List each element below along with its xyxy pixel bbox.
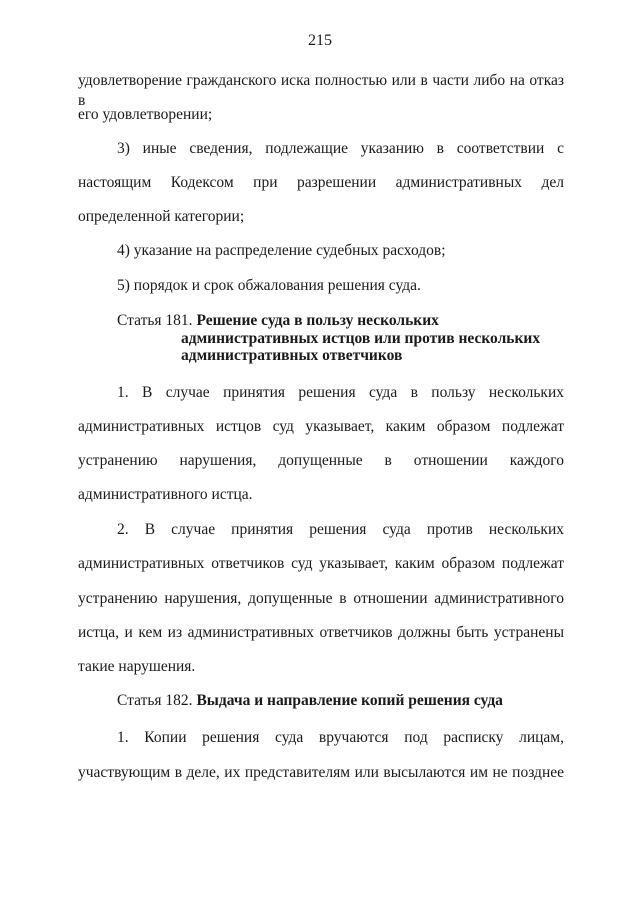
page-number: 215 [308,32,332,49]
article-181-title-cont: административных ответчиков [181,347,403,364]
text-line: удовлетворение гражданского иска полностью или в части либо на отказ в [78,72,564,109]
paragraph-1-line: 1. В случае принятия решения суда в пользу нескольких [117,384,564,401]
text-line: участвующим в деле, их представителям или высылаются им не позднее [78,764,564,781]
text-line: такие нарушения. [78,658,196,675]
text-line: административных ответчиков суд указывает, каким образом подлежат [78,555,564,572]
text-line: устранению нарушения, допущенные в отношении административного [78,590,564,607]
article-181-title: Решение суда в пользу нескольких [196,312,439,329]
text-line: административного истца. [78,486,253,503]
article-182-title: Выдача и направление копий решения суда [196,692,503,709]
text-line: настоящим Кодексом при разрешении административных дел [78,174,564,191]
list-item-4: 4) указание на распределение судебных расходов; [117,242,446,259]
text-line: устранению нарушения, допущенные в отношении каждого [78,452,564,469]
article-181-title-cont: административных истцов или против нескольких [181,330,541,347]
list-item-5: 5) порядок и срок обжалования решения суда. [117,277,421,294]
list-item-3: 3) иные сведения, подлежащие указанию в соответствии с [117,140,564,157]
article-181-heading [117,312,439,330]
paragraph-2-line: 2. В случае принятия решения суда против нескольких [117,521,564,538]
text-line: его удовлетворении; [78,106,213,123]
paragraph-1-line: 1. Копии решения суда вручаются под расписку лицам, [117,729,564,746]
text-line: истца, и кем из административных ответчиков должны быть устранены [78,624,564,641]
article-181-number: Статья 181. [117,312,193,329]
text-line: определенной категории; [78,208,245,225]
article-182-number: Статья 182. [117,692,193,709]
article-182-heading [117,692,503,710]
text-line: административных истцов суд указывает, каким образом подлежат [78,418,564,435]
